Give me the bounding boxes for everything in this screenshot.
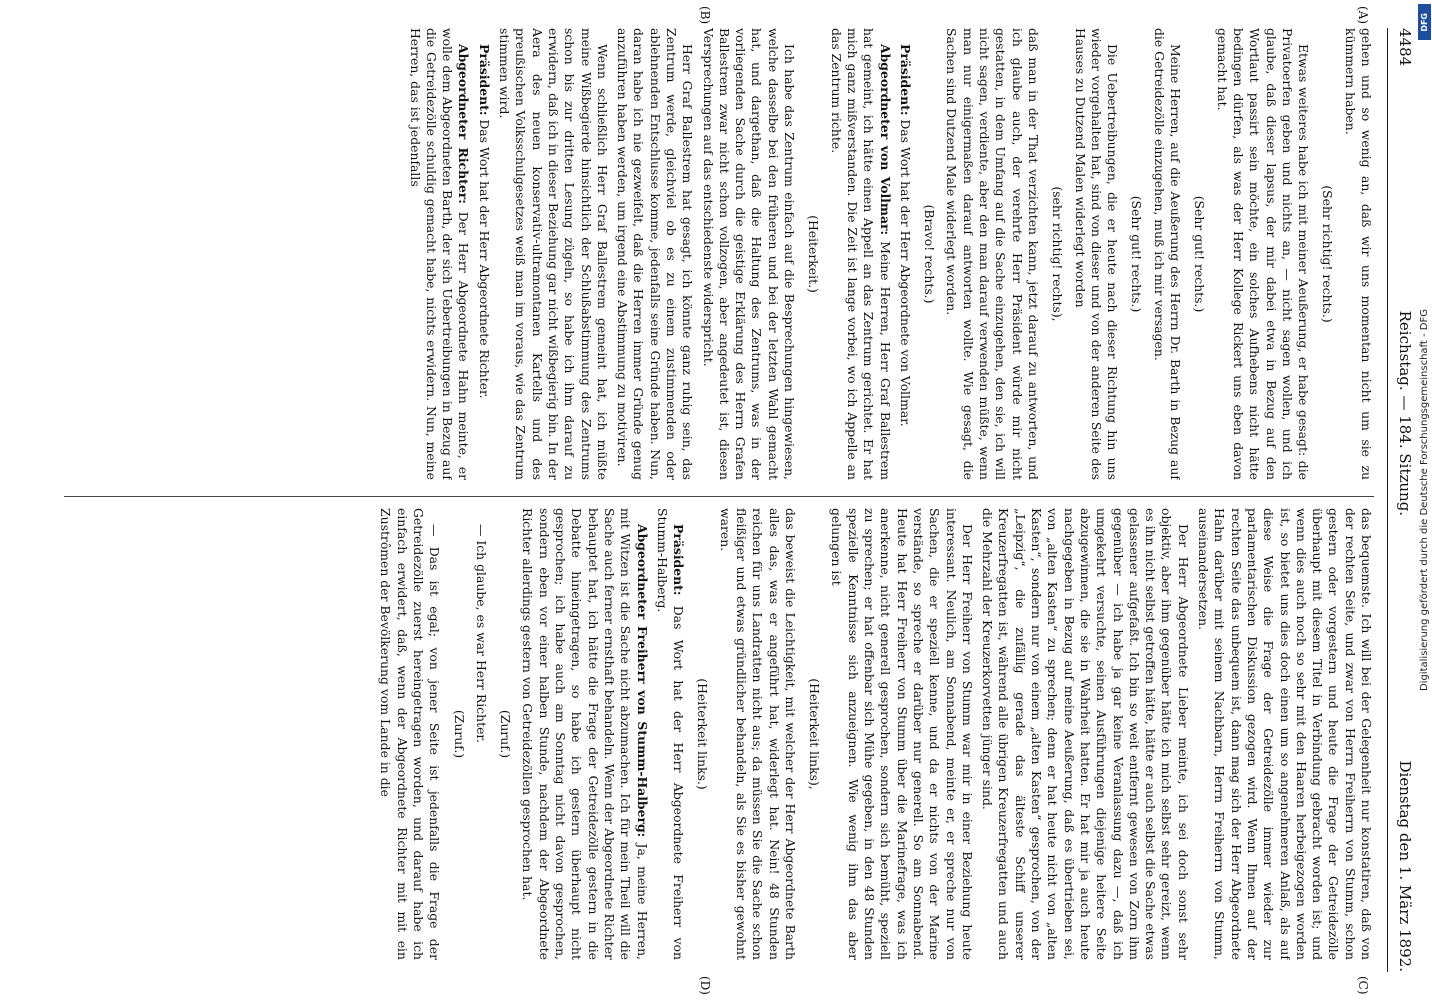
left-paragraph [897, 28, 913, 480]
right-paragraph [519, 508, 649, 960]
paragraph-text: Meine Herren, Herr Graf Ballestrem hat gemeint, ich hätte einen Appell an das Zentrum gerichtet. Er hat mich ganz mißverstanden. Die Zeit ist lange vorbei, wo ich Appelle an das Zentrum richte. [828, 28, 893, 480]
left-paragraph [406, 28, 471, 480]
left-paragraph [1150, 28, 1183, 480]
right-paragraph [1195, 508, 1374, 960]
left-paragraph [921, 28, 937, 480]
paragraph-text: Der Herr Freiherr von Stumm war mir in einer Beziehung heute interessant. Neulich, am Sonnabend, meinte er, er spreche nur von Sachen, die er speziell kenne, und da er nichts von der Marine verstände, so spreche er darüber nur generell. So am Sonnabend. Heute hat Herr Freiherr von Stumm über die Marinefrage, was ich anerkenne, nicht generell gesprochen, sondern sich bemüht, speziell zu sprechen; er hat offenbar sich Mühe gegeben, in den 48 Stunden spezielle Kenntnisse sich anzueignen. Wie wenig ihm das aber gelungen ist [829, 508, 975, 960]
right-paragraph [497, 508, 513, 960]
paragraph-text: — Das ist egal; von jener Seite ist jedenfalls die Frage der Getreidezölle zuerst hereingetragen worden, und darauf habe ich einfach erwidert, daß, wenn der Abgeordnete Richter mit mit ein Zustrômen der Bevölkerung vom Lande in die [378, 508, 443, 960]
paragraph-text: Die Uebertreibungen, die er heute nach dieser Richtung hin uns wieder vorgehalten hat, sind von dieser und von der anderen Seite des Hauses zu Dutzend Malen widerlegt worden [1072, 28, 1121, 480]
margin-marker-c: (C) [1356, 976, 1370, 995]
credit-text: Digitalisierung gefördert durch die Deutsche Forschungsgemeinschaft - DFG [1418, 308, 1430, 691]
paragraph-text: (Zuruf.) [451, 709, 467, 759]
margin-marker-a: (A) [1356, 6, 1370, 25]
page-number: 4484 [1396, 28, 1414, 67]
digitization-credit [1416, 10, 1432, 990]
paragraph-text: — Ich glaube, es war Herr Richter. [473, 524, 489, 743]
paragraph-text: Das Wort hat der Herr Abgeordnete von Vollmar. [897, 115, 913, 427]
column-divider [64, 496, 1374, 497]
left-paragraph [805, 28, 821, 480]
right-paragraph [473, 508, 489, 960]
left-paragraph [1191, 28, 1207, 480]
left-paragraph [1128, 28, 1144, 480]
paragraph-text: (Zuruf.) [498, 709, 514, 759]
paragraph-text: das bequemste. Ich will bei der Gelegenheit nur konstatiren, daß von der rechten Seite, und zwar von Herrn Freiherrn von Stumm, schon gestern oder vorgestern und heute die Frage der Getreidezölle überhaupt mit diesem Titel in Verbindung gebracht worden ist; und wenn dies auch noch so sehr mit den Haaren herbeigezogen worden ist, so bietet uns dies doch einen um so angenehmeren Anlaß, als auf diese Weise die Frage der Getreidezölle immer wieder zur parlamentarischen Diskussion gezogen wird. Wenn Ihnen auf der rechten Seite das unbequem ist, dann mag sich der Herr Abgeordnete Hahn darüber mit seinem Nachbarn, Herrn Freiherrn von Stumm, auseinandersetzen. [1196, 508, 1374, 960]
paragraph-text: (Heiterkeit links), [807, 678, 823, 790]
right-paragraph [694, 508, 710, 960]
paragraph-text: (Sehr richtig! rechts.) [1320, 185, 1336, 323]
right-paragraph [377, 508, 442, 960]
speaker-name: Abgeordneter Freiherr von Stumm-Halberg: [634, 524, 650, 838]
left-paragraph [1049, 28, 1065, 480]
speaker-name: Präsident: [671, 524, 687, 596]
margin-marker-d: (D) [698, 976, 712, 995]
left-paragraph [1319, 28, 1335, 480]
right-paragraph [654, 508, 687, 960]
paragraph-text: (Bravo! rechts.) [922, 204, 938, 304]
paragraph-text: Etwas weiteres habe ich mit meiner Aeußerung, er habe gesagt: die Privatoerfen geben und nichts an, — nicht sagen wollen, und ich glaube, daß dieser lapsus, der mir dabei etwa in Bezug auf den Wortlaut passirt sein möchte, ein solches Aufhebens nicht hätte bedingen dürfen, als was der Herr Kollege Rickert uns eben davon gemacht hat. [1214, 28, 1312, 480]
paragraph-text: gehen und so wenig an, daß wir uns momentan nicht um sie zu kümmern haben. [1342, 28, 1374, 480]
paragraph-text: Meine Herren, auf die Aeußerung des Herrn Dr. Barth in Bezug auf die Getreidezölle einzugehen, muß ich mir versagen. [1151, 28, 1184, 480]
paragraph-text: Das Wort hat der Herr Abgeordnete Richter. [476, 115, 492, 399]
left-paragraph [1341, 28, 1374, 480]
left-paragraph [1071, 28, 1120, 480]
paragraph-text: Ich habe das Zentrum einfach auf die Besprechungen hingewiesen, welche dasselbe bei den früheren und bei der letzten Wahl gemacht hat, und dargethan, daß die Haltung des Zentrums, was in der vorliegenden Sache durch die geistige Erklärung des Herrn Grafen Ballestrem zwar nicht schon vollzogen, aber angedeutet ist, diesen Versprechungen auf das entschiedenste widerspricht. [700, 28, 798, 480]
left-paragraph [699, 28, 797, 480]
paragraph-text: Der Herr Abgeordnete Hahn meinte, er wolle dem Abgeordneten Barth, der sich Uebertreibungen in Bezug auf die Getreidezölle schuldig gemacht habe, nichts erwidern. Nun, meine Herren, das ist jedenfalls [407, 28, 472, 480]
speaker-name: Abgeordneter Richter: [456, 44, 472, 204]
margin-marker-b: (B) [698, 6, 712, 25]
left-paragraph [614, 28, 695, 480]
left-paragraph [943, 28, 1041, 480]
paragraph-text: Das Wort hat der Herr Abgeordnete Freiherr von Stumm-Halberg. [654, 508, 687, 960]
right-paragraph [828, 508, 975, 960]
paragraph-text: daß man in der That verzichten kann, jetzt darauf zu antworten, und ich glaube auch, der verehrte Herr Präsident würde mir nicht gestatten, in dem Umfang auf die Sache einzugehen, den sie, ich will nicht sagen, verdiente, aber den man darauf verwenden müßte, wenn man nur einigermaßen darauf antworten wollte. Wie gesagt, die Sachen sind Dutzend Male widerlegt worden. [944, 28, 1041, 480]
paragraph-text: Der Herr Abgeordnete Lieber meinte, ich sei doch sonst sehr objektiv, aber ihm gegenüber hätte ich mich selbst sehr gereizt, wenn es ihn nicht selbst getroffen hätte, hätte er auch selbst die Sache etwas gelassener aufgefaßt. Ich bin so weit entfernt gewesen von Zorn ihm gegenüber — ich habe ja gar keine Veranlassung dazu —, daß ich umgekehrt versuchte, seinen Ausführungen diejenige heitere Seite abzugewinnen, die sie in Wahrheit hatten. Er hat mir ja auch heute nachgegeben in Bezug auf meine Aeußerung, daß es übertrieben sei, von „alten Kasten“ zu sprechen; denn er hat heute nicht von „alten Kasten“, sondern nur von einem „alten Kasten“ gesprochen, von der „Leipzig“, die zufällig gerade das älteste Schiff unserer Kreuzerfregatten ist, während alle übrigen Kreuzerfregatten und auch die Mehrzahl der Kreuzerkorvetten jünger sind. [980, 508, 1191, 960]
paragraph-text: Wenn schließlich Herr Graf Ballestrem gemeint hat, ich müßte meine Wißbegierde hinsichtlich der Schlußabstimmung des Zentrums schon bis zur dritten Lesung zügeln, so habe ich ihm darauf zu erwidern, daß ich in dieser Beziehung gar nicht wißbegierig bin. In der Aera des neuen konservativ-ultramontanen Kartells und des preußischen Volksschulgesetzes weiß man im voraus, wie das Zentrum stimmen wird. [497, 28, 610, 480]
speaker-name: Abgeordneter von Vollmar: [877, 44, 893, 236]
header-session: Reichstag. — 184. Sitzung. [1396, 310, 1414, 517]
speaker-name: Präsident: [897, 44, 913, 116]
left-paragraph [827, 28, 892, 480]
right-paragraph [806, 508, 822, 960]
dfg-logo: DFG [1418, 4, 1431, 40]
right-paragraph [979, 508, 1191, 960]
speaker-name: Präsident: [476, 44, 492, 116]
paragraph-text: (Heiterkeit links.) [695, 678, 711, 790]
left-paragraph [496, 28, 610, 480]
paragraph-text: (sehr richtig! rechts), [1050, 186, 1066, 322]
header-date: Dienstag den 1. März 1892. [1396, 760, 1414, 972]
paragraph-text: Ja, meine Herren, mit Witzen ist die Sache nicht abzumachen. Ich für mein Theil will die Sache auch ferner ernsthaft behandeln. Wenn der Abgeordnete Richter behauptet hat, ich hätte die Frage der Getreidezölle gestern in die Debatte hineingetragen, so habe ich gestern überhaupt nicht gesprochen; ich habe auch am Sonntag nicht davon gesprochen, sondern eben vor einer halben Stunde, nachdem der Abgeordnete Richter allerdings gestern von Getreidezöllen gesprochen hat. [520, 508, 650, 960]
paragraph-text: Herr Graf Ballestrem hat gesagt, ich könnte ganz ruhig sein, das Zentrum werde, gleichviel ob es zu einem zustimmenden oder ablehnenden Entschlusse komme, jedenfalls seine Gründe haben. Nun, daran habe ich nie gezweifelt, daß die Herren immer Gründe genug anzuführen haben werden, um irgend eine Abstimmung zu motiviren. [615, 28, 696, 480]
page-header [1387, 28, 1414, 972]
right-paragraph [450, 508, 466, 960]
paragraph-text: das beweist die Leichtigkeit, mit welcher der Herr Abgeordnete Barth alles das, was er angeführt hat, widerlegt hat. Nein! 48 Stunden reichen für uns Landratten nicht aus; da müssen Sie die Sache schon fleißiger und etwas gründlicher behandeln, als Sie es bisher gewohnt waren. [717, 508, 798, 960]
paragraph-text: (Sehr gut! rechts.) [1192, 195, 1208, 313]
left-paragraph [475, 28, 491, 480]
left-text-column [64, 28, 1374, 480]
right-text-column [64, 508, 1374, 960]
paragraph-text: (Sehr gut! rechts.) [1129, 195, 1145, 313]
left-paragraph [1213, 28, 1311, 480]
paragraph-text: (Heiterkeit.) [806, 215, 822, 293]
right-paragraph [716, 508, 797, 960]
